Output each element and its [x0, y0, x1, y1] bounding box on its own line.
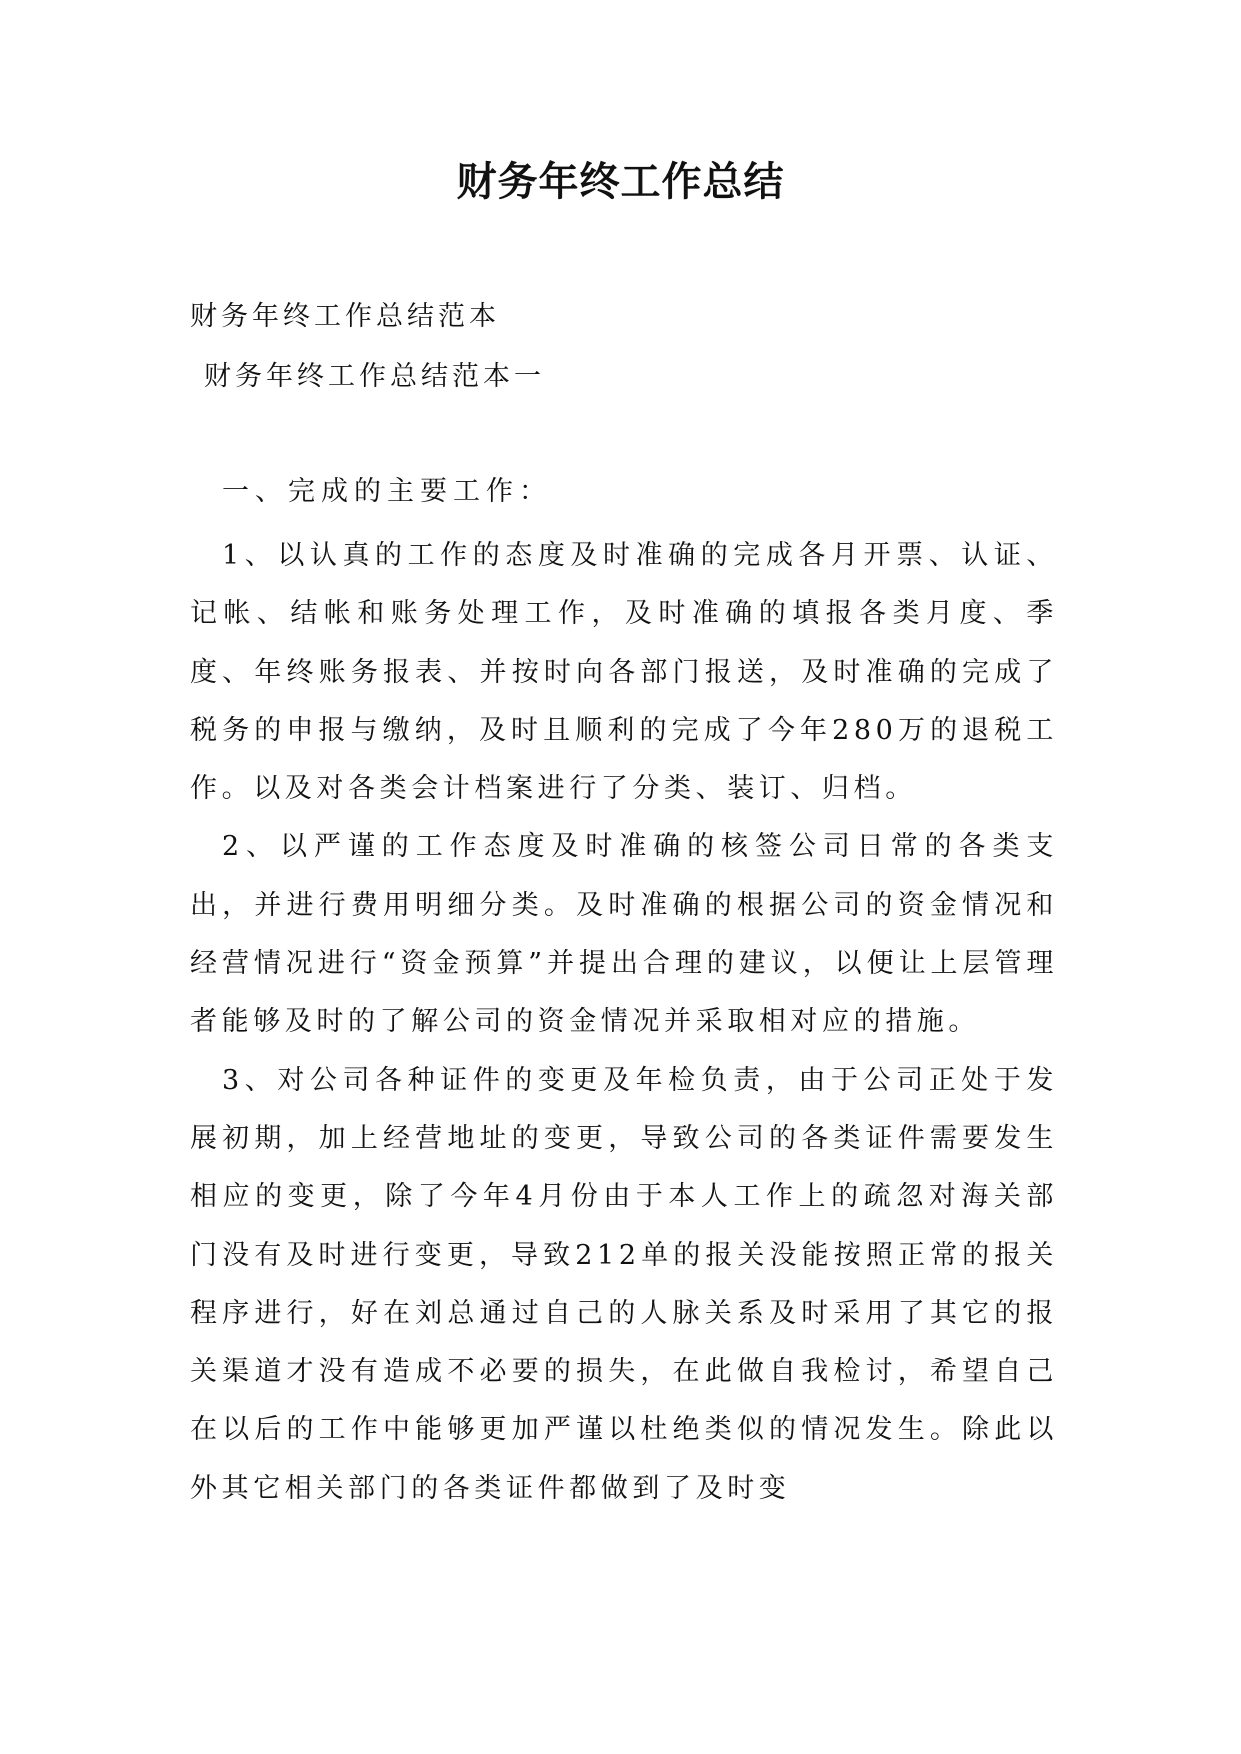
document-subtitle-secondary: 财务年终工作总结范本一	[204, 361, 545, 392]
section-heading: 一、完成的主要工作：	[222, 476, 552, 507]
paragraph-3: 3、对公司各种证件的变更及年检负责，由于公司正处于发展初期，加上经营地址的变更，导致公司的各类证件需要发生相应的变更，除了今年4月份由于本人工作上的疏忽对海关部门没有及时进行变更，导致212单的报关没能按照正常的报关程序进行，好在刘总通过自己的人脉关系及时采用了其它的报关渠道才没有造成不必要的损失，在此做自我检讨，希望自己在以后的工作中能够更加严谨以杜绝类似的情况发生。除此以外其它相关部门的各类证件都做到了及时变	[190, 1064, 1058, 1504]
document-title: 财务年终工作总结	[456, 159, 785, 205]
paragraph-2: 2、以严谨的工作态度及时准确的核签公司日常的各类支出，并进行费用明细分类。及时准确的根据公司的资金情况和经营情况进行“资金预算”并提出合理的建议，以便让上层管理者能够及时的了解公司的资金情况并采取相对应的措施。	[190, 831, 1058, 1038]
document-subtitle: 财务年终工作总结范本	[190, 301, 500, 332]
body-text	[190, 527, 1058, 1518]
paragraph-1: 1、以认真的工作的态度及时准确的完成各月开票、认证、记帐、结帐和账务处理工作，及时准确的填报各类月度、季度、年终账务报表、并按时向各部门报送，及时准确的完成了税务的申报与缴纳，及时且顺利的完成了今年280万的退税工作。以及对各类会计档案进行了分类、装订、归档。	[190, 540, 1058, 805]
